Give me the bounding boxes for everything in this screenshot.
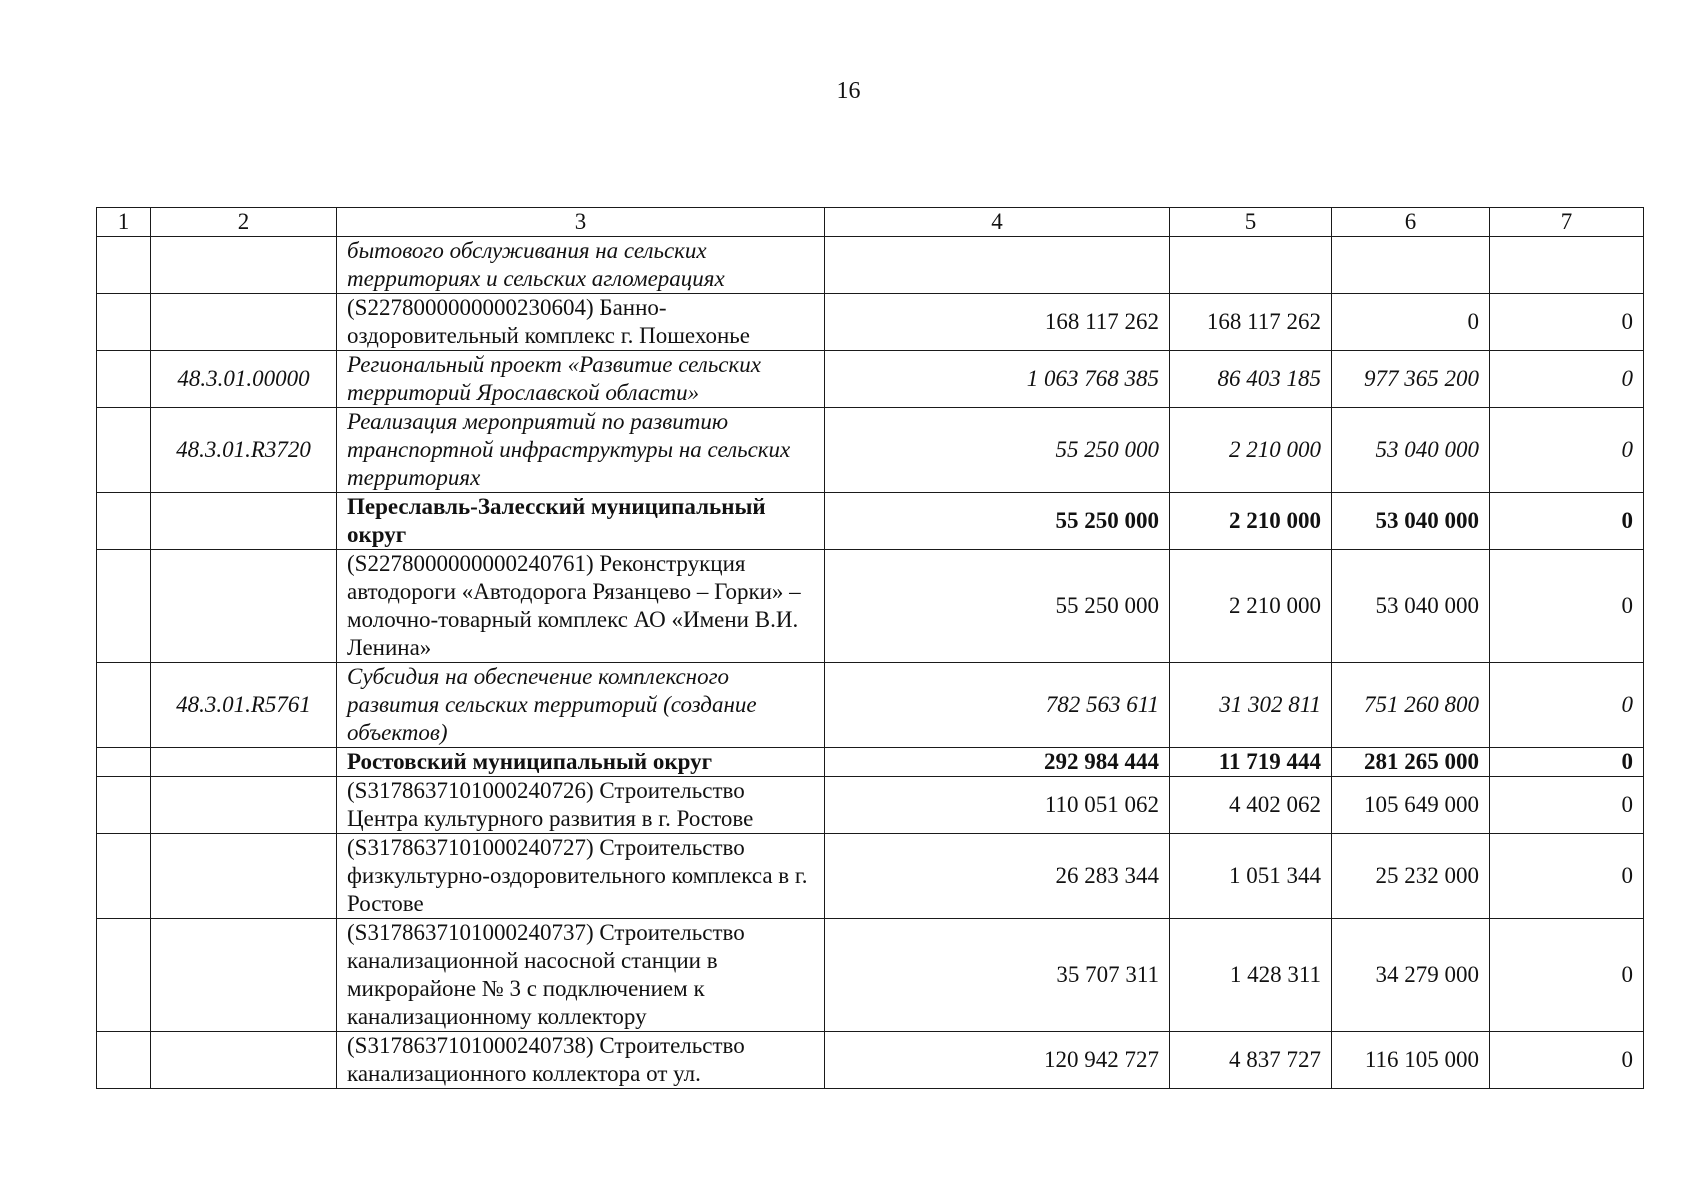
row-code: 48.3.01.R3720 xyxy=(151,408,337,493)
table-row xyxy=(97,237,1644,294)
table-row xyxy=(97,1032,1644,1089)
row-code xyxy=(151,294,337,351)
row-name: Ростовский муниципальный округ xyxy=(337,748,825,777)
row-name: (S3178637101000240726) Строительство Центра культурного развития в г. Ростове xyxy=(337,777,825,834)
table-row xyxy=(97,408,1644,493)
row-value-col6: 116 105 000 xyxy=(1332,1032,1490,1089)
row-value-col7: 0 xyxy=(1490,777,1644,834)
page-number: 16 xyxy=(836,78,861,104)
row-cell-col1 xyxy=(97,919,151,1032)
row-value-col4 xyxy=(825,237,1170,294)
column-header-3: 3 xyxy=(337,208,825,237)
table-row xyxy=(97,777,1644,834)
row-value-col5: 2 210 000 xyxy=(1170,550,1332,663)
table-row xyxy=(97,294,1644,351)
row-value-col5: 31 302 811 xyxy=(1170,663,1332,748)
row-code xyxy=(151,748,337,777)
row-value-col6: 751 260 800 xyxy=(1332,663,1490,748)
row-value-col6: 53 040 000 xyxy=(1332,493,1490,550)
row-cell-col1 xyxy=(97,493,151,550)
column-header-2: 2 xyxy=(151,208,337,237)
row-value-col5: 2 210 000 xyxy=(1170,493,1332,550)
row-value-col5: 4 402 062 xyxy=(1170,777,1332,834)
row-value-col4: 35 707 311 xyxy=(825,919,1170,1032)
row-name: (S2278000000000240761) Реконструкция автодороги «Автодорога Рязанцево – Горки» – молочно-товарный комплекс АО «Имени В.И. Ленина» xyxy=(337,550,825,663)
table-row xyxy=(97,748,1644,777)
row-value-col4: 1 063 768 385 xyxy=(825,351,1170,408)
row-value-col6: 977 365 200 xyxy=(1332,351,1490,408)
row-value-col7: 0 xyxy=(1490,408,1644,493)
row-value-col6: 25 232 000 xyxy=(1332,834,1490,919)
row-code: 48.3.01.R5761 xyxy=(151,663,337,748)
row-value-col5: 11 719 444 xyxy=(1170,748,1332,777)
column-header-7: 7 xyxy=(1490,208,1644,237)
row-name: Переславль-Залесский муниципальный округ xyxy=(337,493,825,550)
row-cell-col1 xyxy=(97,237,151,294)
table-row xyxy=(97,351,1644,408)
budget-table xyxy=(96,207,1644,1089)
row-name: Реализация мероприятий по развитию транспортной инфраструктуры на сельских территориях xyxy=(337,408,825,493)
row-value-col4: 292 984 444 xyxy=(825,748,1170,777)
row-value-col6: 34 279 000 xyxy=(1332,919,1490,1032)
row-value-col4: 120 942 727 xyxy=(825,1032,1170,1089)
row-value-col7: 0 xyxy=(1490,493,1644,550)
row-value-col7: 0 xyxy=(1490,550,1644,663)
column-header-1: 1 xyxy=(97,208,151,237)
row-code xyxy=(151,919,337,1032)
column-number-row xyxy=(97,208,1644,237)
table-row xyxy=(97,663,1644,748)
row-cell-col1 xyxy=(97,834,151,919)
column-header-4: 4 xyxy=(825,208,1170,237)
row-name: (S2278000000000230604) Банно-оздоровительный комплекс г. Пошехонье xyxy=(337,294,825,351)
row-value-col4: 782 563 611 xyxy=(825,663,1170,748)
row-code xyxy=(151,550,337,663)
row-code xyxy=(151,493,337,550)
row-name: (S3178637101000240738) Строительство канализационного коллектора от ул. xyxy=(337,1032,825,1089)
row-value-col6 xyxy=(1332,237,1490,294)
row-name: Региональный проект «Развитие сельских территорий Ярославской области» xyxy=(337,351,825,408)
row-value-col5: 168 117 262 xyxy=(1170,294,1332,351)
row-value-col6: 53 040 000 xyxy=(1332,550,1490,663)
table-row xyxy=(97,493,1644,550)
row-cell-col1 xyxy=(97,663,151,748)
row-code xyxy=(151,777,337,834)
row-code: 48.3.01.00000 xyxy=(151,351,337,408)
row-value-col5: 1 051 344 xyxy=(1170,834,1332,919)
row-cell-col1 xyxy=(97,351,151,408)
row-cell-col1 xyxy=(97,748,151,777)
row-value-col5: 86 403 185 xyxy=(1170,351,1332,408)
row-value-col7: 0 xyxy=(1490,351,1644,408)
row-code xyxy=(151,237,337,294)
row-value-col6: 0 xyxy=(1332,294,1490,351)
row-name: (S3178637101000240737) Строительство канализационной насосной станции в микрорайоне № 3 с подключением к канализационному коллектору xyxy=(337,919,825,1032)
row-value-col6: 53 040 000 xyxy=(1332,408,1490,493)
row-name: (S3178637101000240727) Строительство физкультурно-оздоровительного комплекса в г. Ростове xyxy=(337,834,825,919)
row-value-col4: 110 051 062 xyxy=(825,777,1170,834)
table-row xyxy=(97,550,1644,663)
row-cell-col1 xyxy=(97,550,151,663)
row-value-col5: 2 210 000 xyxy=(1170,408,1332,493)
table-row xyxy=(97,834,1644,919)
row-value-col4: 55 250 000 xyxy=(825,408,1170,493)
table-row xyxy=(97,919,1644,1032)
row-value-col4: 55 250 000 xyxy=(825,550,1170,663)
row-cell-col1 xyxy=(97,1032,151,1089)
row-name: Субсидия на обеспечение комплексного развития сельских территорий (создание объектов) xyxy=(337,663,825,748)
row-value-col7: 0 xyxy=(1490,919,1644,1032)
row-value-col7: 0 xyxy=(1490,748,1644,777)
row-value-col4: 26 283 344 xyxy=(825,834,1170,919)
row-cell-col1 xyxy=(97,777,151,834)
row-value-col4: 168 117 262 xyxy=(825,294,1170,351)
row-cell-col1 xyxy=(97,408,151,493)
row-value-col5: 4 837 727 xyxy=(1170,1032,1332,1089)
row-value-col7: 0 xyxy=(1490,834,1644,919)
row-value-col5: 1 428 311 xyxy=(1170,919,1332,1032)
column-header-6: 6 xyxy=(1332,208,1490,237)
row-value-col7: 0 xyxy=(1490,1032,1644,1089)
column-header-5: 5 xyxy=(1170,208,1332,237)
row-value-col7: 0 xyxy=(1490,294,1644,351)
row-value-col5 xyxy=(1170,237,1332,294)
row-value-col6: 105 649 000 xyxy=(1332,777,1490,834)
row-value-col7: 0 xyxy=(1490,663,1644,748)
table-body xyxy=(97,237,1644,1089)
row-cell-col1 xyxy=(97,294,151,351)
row-name: бытового обслуживания на сельских территориях и сельских агломерациях xyxy=(337,237,825,294)
row-value-col7 xyxy=(1490,237,1644,294)
row-value-col6: 281 265 000 xyxy=(1332,748,1490,777)
row-code xyxy=(151,1032,337,1089)
row-code xyxy=(151,834,337,919)
row-value-col4: 55 250 000 xyxy=(825,493,1170,550)
